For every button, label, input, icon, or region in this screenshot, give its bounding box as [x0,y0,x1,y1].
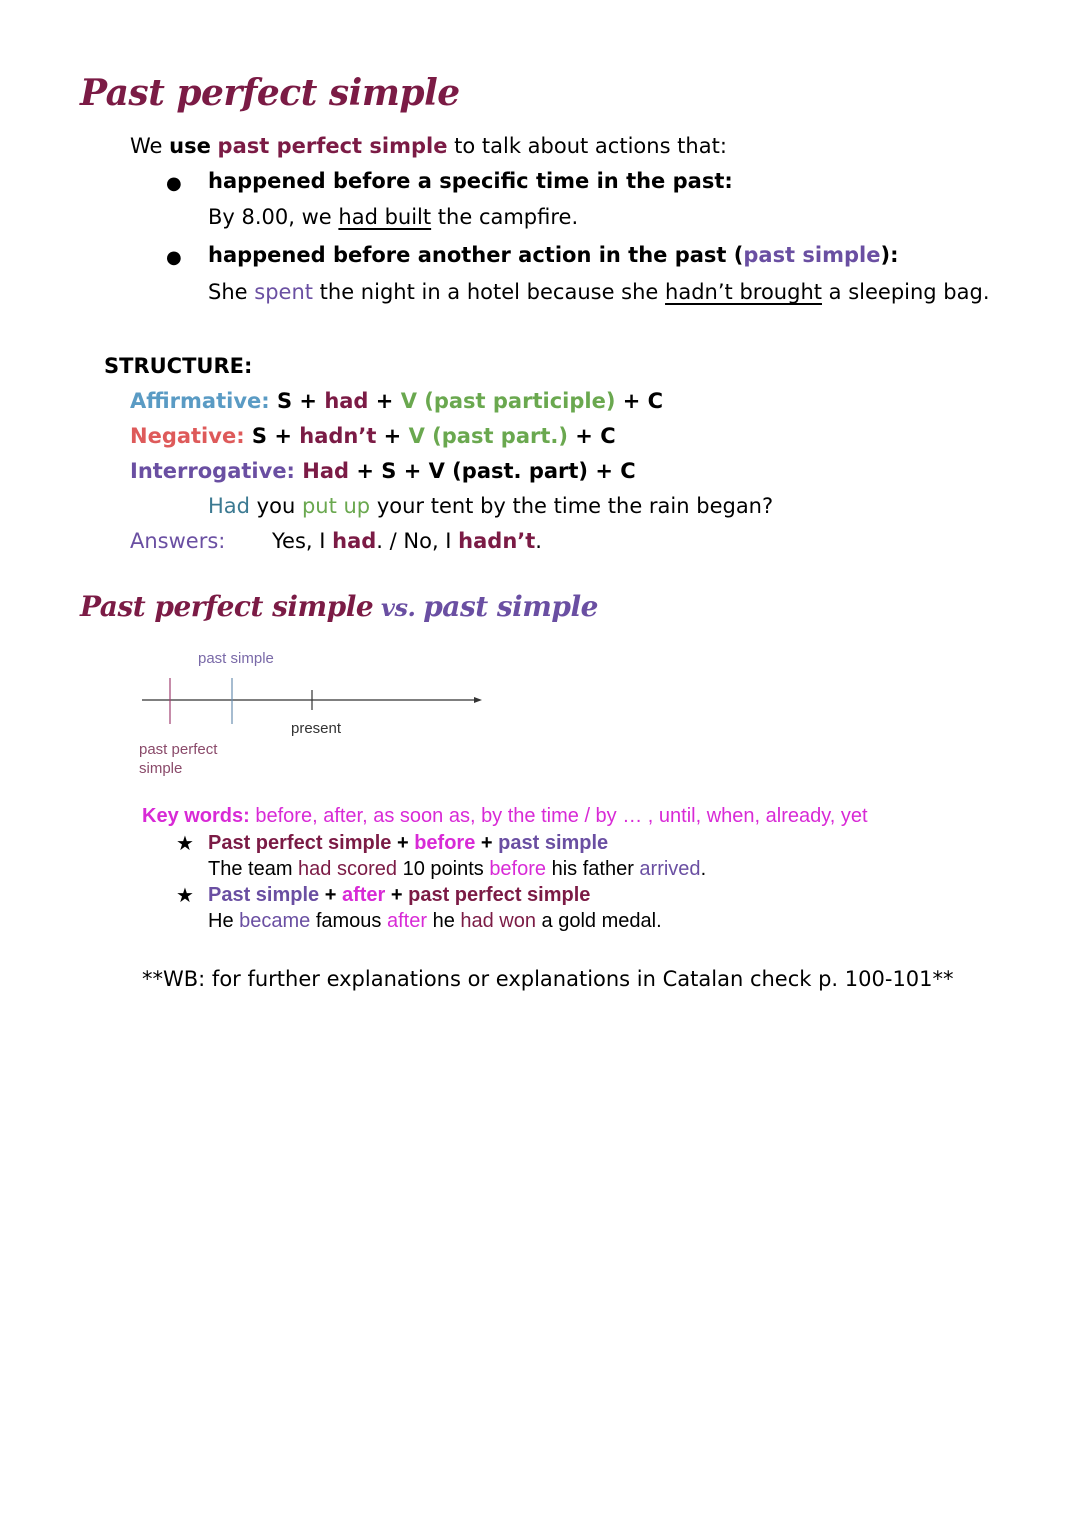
section-title-past-perfect: Past perfect simple [80,72,460,114]
rule-2-example [208,910,662,933]
example-text: She [208,280,255,304]
intro-line [130,134,727,158]
formula-text: S + [244,424,300,448]
rule-past-simple: Past simple [208,884,320,906]
interrogative-label: Interrogative: [130,459,295,483]
rule-1-example [208,858,706,881]
heading-text: happened before another action in the past ( [208,243,744,267]
intro-term: past perfect simple [217,134,448,158]
example-text: he [427,910,461,932]
keywords-label: Key words: [142,805,250,827]
title-vs: vs. [373,593,424,622]
rule-past-perfect: past perfect simple [408,884,591,906]
rule-plus: + [319,884,342,906]
formula-hadnt: hadn’t [299,424,377,448]
workbook-note: **WB: for further explanations or explanations in Catalan check p. 100-101** [142,967,954,991]
example-text: He [208,910,240,932]
formula-had: Had [294,459,350,483]
rule-past-simple: past simple [498,832,609,854]
example-had: Had [208,494,250,518]
example-text: you [250,494,302,518]
intro-rest: to talk about actions that: [447,134,727,158]
intro-text: We [130,134,170,158]
intro-use: use [169,134,211,158]
example-verb: had built [338,205,432,229]
keywords-list: before, after, as soon as, by the time / by … , until, when, already, yet [249,805,868,827]
example-past-perfect: had scored [298,858,398,880]
answers-text [272,529,542,553]
answer-had: had [332,529,377,553]
example-text: 10 points [397,858,490,880]
formula-text: + C [615,389,664,413]
answer-text: . [535,529,542,553]
example-text: By 8.00, we [208,205,339,229]
star-icon: ★ [176,831,194,855]
answer-text: Yes, I [272,529,333,553]
affirmative-label: Affirmative: [130,389,270,413]
interrogative-row [130,459,636,483]
timeline-arrow-icon [474,697,482,703]
example-text: a sleeping bag. [821,280,990,304]
title-past-simple: past simple [423,590,598,623]
heading-past-simple: past simple [743,243,881,267]
structure-label: STRUCTURE: [104,354,253,378]
formula-verb: V (past part.) [408,424,568,448]
heading-text: ): [880,243,899,267]
example-text: the campfire. [431,205,579,229]
negative-row [130,424,616,448]
section-title-vs [80,590,598,623]
rule-2-formula [208,884,590,907]
rule-plus: + [475,832,499,854]
formula-verb: V (past participle) [400,389,616,413]
negative-label: Negative: [130,424,245,448]
example-text: . [700,858,707,880]
bullet-icon: ● [166,173,182,194]
example-text: The team [208,858,299,880]
timeline-label-past-simple: past simple [198,650,274,667]
rule-plus: + [391,832,415,854]
rule-1-formula [208,832,608,855]
timeline-label-past-perfect: past perfect [139,741,218,758]
answers-label: Answers: [130,529,226,553]
example-text: the night in a hotel because she [312,280,666,304]
title-past-perfect: Past perfect simple [80,590,374,623]
affirmative-row [130,389,663,413]
example-past-simple: became [239,910,311,932]
bullet-2-heading [208,243,898,267]
formula-text: + S + V (past. part) + C [349,459,636,483]
interrogative-example [208,494,773,518]
example-verb: hadn’t brought [665,280,822,304]
star-icon: ★ [176,883,194,907]
example-text: famous [310,910,387,932]
bullet-icon: ● [166,247,182,268]
bullet-1-example [208,205,578,229]
example-past-perfect: had won [460,910,536,932]
answer-text: . / No, I [376,529,459,553]
formula-text: + C [567,424,616,448]
bullet-1-heading: happened before a specific time in the past: [208,169,733,193]
timeline-label-past-perfect-2: simple [139,760,183,777]
timeline-label-present: present [291,720,342,737]
example-text: your tent by the time the rain began? [370,494,774,518]
example-verb: put up [301,494,371,518]
example-text: a gold medal. [536,910,662,932]
formula-text: + [376,424,409,448]
formula-text: + [368,389,401,413]
example-past-simple: spent [254,280,313,304]
intro-space [211,134,218,158]
formula-had: had [324,389,369,413]
example-past-simple: arrived [639,858,701,880]
example-text: his father [546,858,640,880]
bullet-2-example [208,280,990,304]
keywords-line [142,805,868,828]
formula-text: S + [269,389,325,413]
timeline-diagram [130,640,500,790]
rule-keyword: after [341,884,386,906]
example-keyword: after [386,910,428,932]
rule-keyword: before [414,832,476,854]
answer-hadnt: hadn’t [458,529,536,553]
rule-plus: + [385,884,409,906]
rule-past-perfect: Past perfect simple [208,832,392,854]
example-keyword: before [489,858,547,880]
